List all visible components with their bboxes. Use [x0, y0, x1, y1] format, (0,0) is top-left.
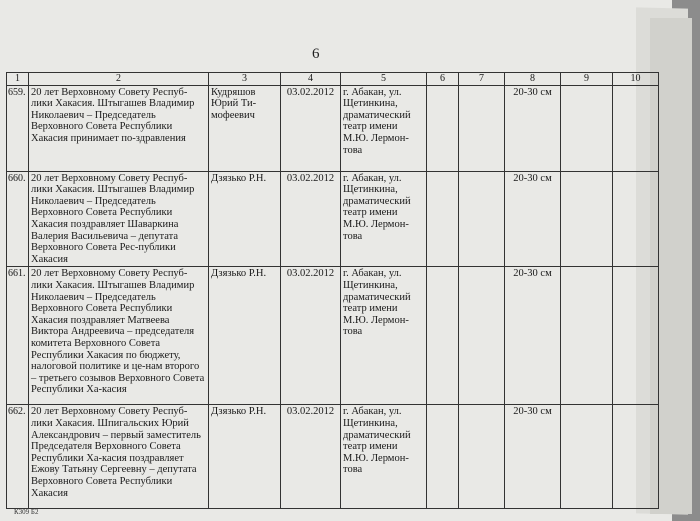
cell-col10 [613, 85, 659, 171]
photo-date: 03.02.2012 [281, 85, 341, 171]
cell-col6 [427, 85, 459, 171]
photo-place: г. Абакан, ул. Щетинкина, драматический театр имени М.Ю. Лермон-това [341, 171, 427, 267]
footer-code: К309 Б2 [14, 508, 39, 516]
photo-size: 20-30 см [505, 267, 561, 405]
cell-col10 [613, 405, 659, 509]
photo-date: 03.02.2012 [281, 171, 341, 267]
photo-date: 03.02.2012 [281, 267, 341, 405]
photo-title: 20 лет Верховному Совету Респуб-лики Хакасия. Шпигальских Юрий Александрович – первый заместитель Председателя Верховного Совета Республики Ха-касия поздравляет Ежову Татьяну Сергеевну – депутата Верховного Совета Республики Хакасия [29, 405, 209, 509]
table-row [7, 171, 659, 267]
column-header: 3 [209, 73, 281, 86]
column-header: 10 [613, 73, 659, 86]
photo-place: г. Абакан, ул. Щетинкина, драматический театр имени М.Ю. Лермон-това [341, 267, 427, 405]
cell-col7 [459, 405, 505, 509]
column-header: 2 [29, 73, 209, 86]
table-row [7, 405, 659, 509]
cell-col7 [459, 171, 505, 267]
row-number: 660. [7, 171, 29, 267]
column-header: 9 [561, 73, 613, 86]
photo-title: 20 лет Верховному Совету Респуб-лики Хакасия. Штыгашев Владимир Николаевич – Председатель Верховного Совета Республики Хакасия поздравляет Шаваркина Валерия Васильевича – депутата Верховного Совета Рес-публики Хакасия [29, 171, 209, 267]
table-row [7, 267, 659, 405]
archive-table [6, 72, 659, 509]
cell-col10 [613, 267, 659, 405]
photo-title: 20 лет Верховному Совету Респуб-лики Хакасия. Штыгашев Владимир Николаевич – Председатель Верховного Совета Республики Хакасия принимает по-здравления [29, 85, 209, 171]
photo-author: Дзязько Р.Н. [209, 267, 281, 405]
cell-col7 [459, 85, 505, 171]
photo-date: 03.02.2012 [281, 405, 341, 509]
row-number: 659. [7, 85, 29, 171]
cell-col9 [561, 405, 613, 509]
cell-col10 [613, 171, 659, 267]
column-header: 6 [427, 73, 459, 86]
photo-place: г. Абакан, ул. Щетинкина, драматический театр имени М.Ю. Лермон-това [341, 405, 427, 509]
photo-title: 20 лет Верховному Совету Респуб-лики Хакасия. Штыгашев Владимир Николаевич – Председатель Верховного Совета Республики Хакасия поздравляет Матвеева Виктора Андреевича – председателя комитета Верховного Совета Республики Хакасия по бюджету, налоговой политике и це-нам второго – третьего созывов Верховного Совета Республики Ха-касия [29, 267, 209, 405]
photo-place: г. Абакан, ул. Щетинкина, драматический театр имени М.Ю. Лермон-това [341, 85, 427, 171]
row-number: 662. [7, 405, 29, 509]
column-header: 4 [281, 73, 341, 86]
column-number-row [7, 73, 659, 86]
column-header: 5 [341, 73, 427, 86]
column-header: 7 [459, 73, 505, 86]
cell-col9 [561, 171, 613, 267]
cell-col9 [561, 267, 613, 405]
photo-author: Дзязько Р.Н. [209, 405, 281, 509]
cell-col6 [427, 171, 459, 267]
row-number: 661. [7, 267, 29, 405]
table-row [7, 85, 659, 171]
cell-col6 [427, 405, 459, 509]
page-number: 6 [312, 46, 320, 62]
column-header: 8 [505, 73, 561, 86]
photo-size: 20-30 см [505, 85, 561, 171]
photo-size: 20-30 см [505, 405, 561, 509]
photo-size: 20-30 см [505, 171, 561, 267]
cell-col9 [561, 85, 613, 171]
cell-col6 [427, 267, 459, 405]
cell-col7 [459, 267, 505, 405]
photo-author: Кудряшов Юрий Ти-мофеевич [209, 85, 281, 171]
photo-author: Дзязько Р.Н. [209, 171, 281, 267]
column-header: 1 [7, 73, 29, 86]
